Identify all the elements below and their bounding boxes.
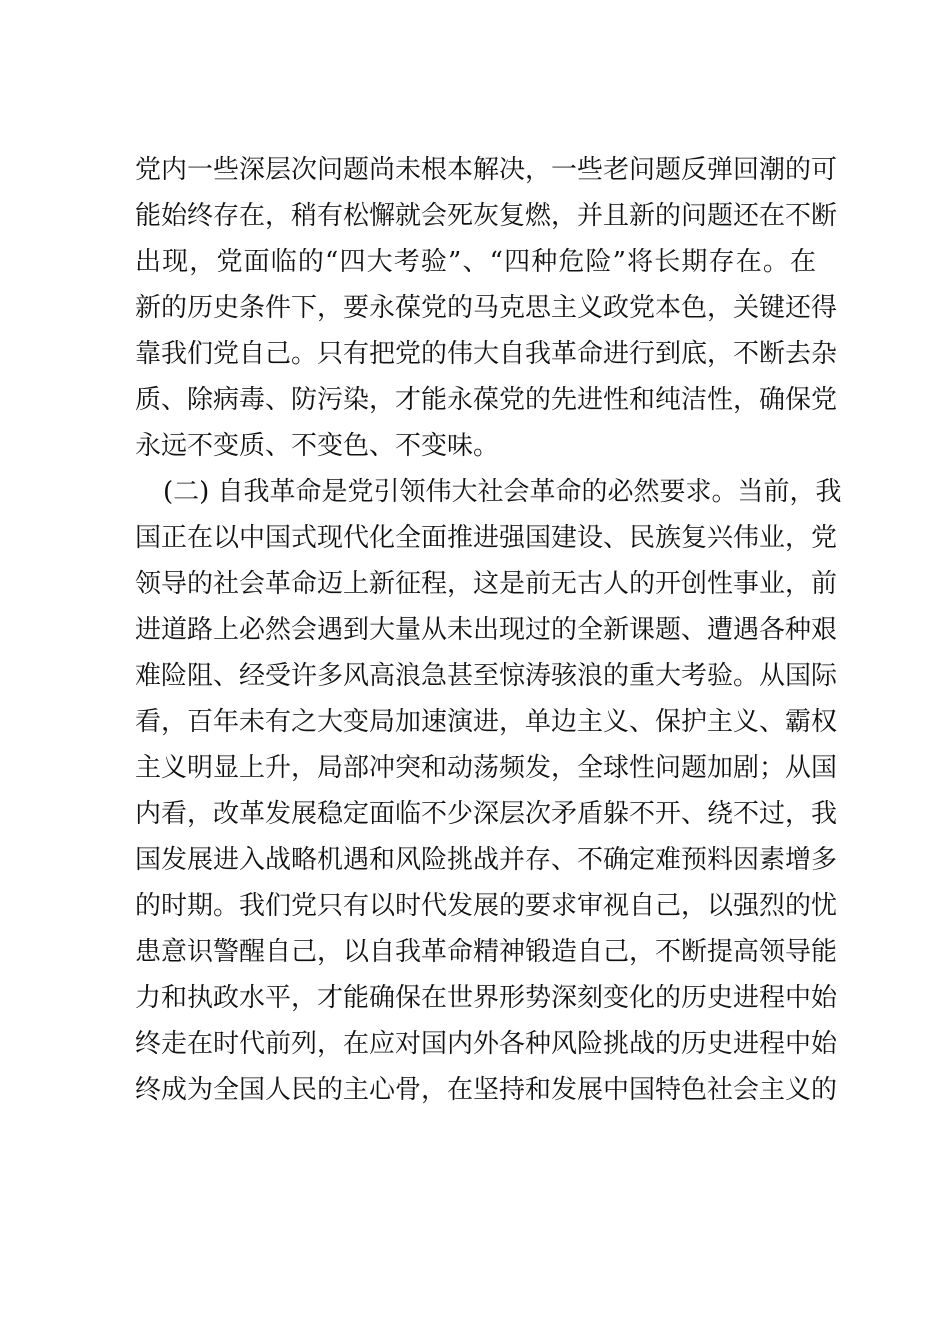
body-text — [135, 147, 842, 1113]
text-line: 国发展进入战略机遇和风险挑战并存、不确定难预料因素增多 — [135, 845, 838, 875]
text-line: 能始终存在，稍有松懈就会死灰复燃，并且新的问题还在不断 — [135, 201, 838, 231]
text-line: 主义明显上升，局部冲突和动荡频发，全球性问题加剧；从国 — [135, 753, 838, 783]
text-line: 力和执政水平，才能确保在世界形势深刻变化的历史进程中始 — [135, 983, 838, 1013]
text-line: 出现，党面临的“四大考验”、“四种危险”将长期存在。在 — [135, 247, 816, 277]
text-line: 终走在时代前列，在应对国内外各种风险挑战的历史进程中始 — [135, 1029, 838, 1059]
text-line: 难险阻、经受许多风高浪急甚至惊涛骇浪的重大考验。从国际 — [135, 661, 838, 691]
text-line: 国正在以中国式现代化全面推进强国建设、民族复兴伟业，党 — [135, 523, 838, 553]
text-line: 靠我们党自己。只有把党的伟大自我革命进行到底，不断去杂 — [135, 339, 838, 369]
text-line: 患意识警醒自己，以自我革命精神锻造自己，不断提高领导能 — [135, 937, 838, 967]
text-line: 进道路上必然会遇到大量从未出现过的全新课题、遭遇各种艰 — [135, 615, 838, 645]
paragraph-1 — [135, 147, 838, 469]
paragraph-2 — [135, 469, 842, 1113]
text-line: 质、除病毒、防污染，才能永葆党的先进性和纯洁性，确保党 — [135, 385, 838, 415]
text-line: 看，百年未有之大变局加速演进，单边主义、保护主义、霸权 — [135, 707, 838, 737]
text-line: 党内一些深层次问题尚未根本解决，一些老问题反弹回潮的可 — [135, 155, 838, 185]
text-line: 领导的社会革命迈上新征程，这是前无古人的开创性事业，前 — [135, 569, 838, 599]
text-line: 永远不变质、不变色、不变味。 — [135, 431, 500, 461]
text-line: 终成为全国人民的主心骨，在坚持和发展中国特色社会主义的 — [135, 1075, 838, 1105]
text-line: 的时期。我们党只有以时代发展的要求审视自己，以强烈的忧 — [135, 891, 838, 921]
text-line: 内看，改革发展稳定面临不少深层次矛盾躲不开、绕不过，我 — [135, 799, 838, 829]
section-heading-line: (二) 自我革命是党引领伟大社会革命的必然要求。当前，我 — [163, 477, 842, 507]
text-line: 新的历史条件下，要永葆党的马克思主义政党本色，关键还得 — [135, 293, 838, 323]
